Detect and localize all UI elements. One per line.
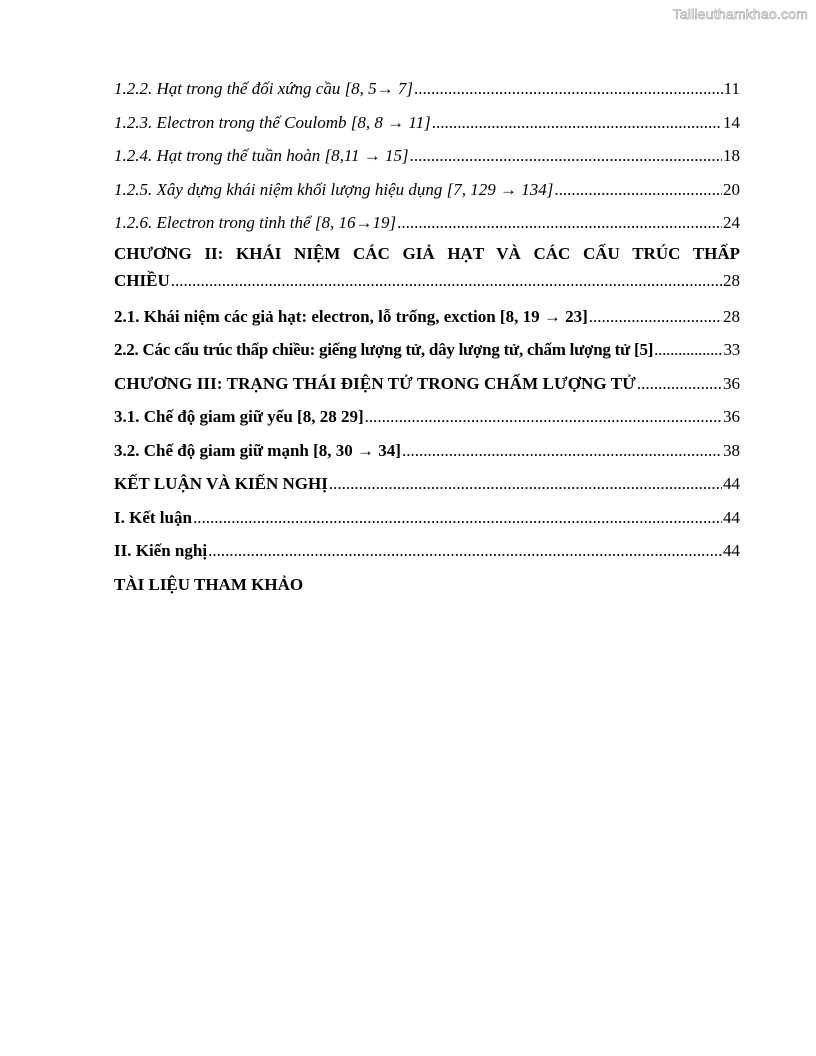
toc-entry-title: 2.1. Khái niệm các giả hạt: electron, lỗ trống, exction [8, 19 → 23] (114, 306, 588, 326)
toc-entry-page: 44 (723, 507, 740, 527)
toc-entry-page: 38 (723, 440, 740, 460)
watermark-text: Tailieuthamkhao.com (672, 6, 808, 22)
dot-leader (637, 367, 722, 401)
toc-entry-page: 11 (723, 79, 740, 98)
toc-entry-2-1[interactable] (114, 300, 740, 334)
dot-leader (171, 267, 722, 294)
toc-entry-title: KẾT LUẬN VÀ KIẾN NGHỊ (114, 474, 328, 493)
dot-leader (365, 400, 722, 434)
dot-leader (329, 467, 722, 501)
toc-entry-title: 1.2.6. Electron trong tinh thể [8, 16→19] (114, 213, 397, 232)
toc-entry-1-2-5[interactable] (114, 173, 740, 207)
toc-entry-page: 44 (723, 541, 740, 560)
toc-entry-1-2-4[interactable] (114, 139, 740, 173)
toc-entry-page: 44 (723, 474, 740, 493)
toc-entry-title: I. Kết luận (114, 507, 192, 527)
toc-entry-page: 20 (723, 179, 740, 199)
toc-entry-conclusion-ii[interactable] (114, 534, 740, 568)
toc-entry-1-2-2[interactable] (114, 72, 740, 106)
dot-leader (414, 72, 723, 106)
toc-entry-page: 33 (723, 340, 740, 359)
toc-entry-title: TÀI LIỆU THAM KHẢO (114, 574, 304, 594)
toc-chapter-3[interactable] (114, 367, 740, 401)
toc-entry-1-2-6[interactable] (114, 206, 740, 240)
dot-leader (402, 434, 722, 468)
toc-entry-page: 36 (723, 407, 740, 426)
dot-leader (654, 333, 722, 367)
toc-entry-title: II. Kiến nghị (114, 541, 208, 560)
toc-entry-title: 3.2. Chế độ giam giữ mạnh [8, 30 → 34] (114, 440, 401, 460)
toc-entry-3-1[interactable] (114, 400, 740, 434)
toc-entry-page: 24 (723, 213, 740, 232)
toc-entry-title: 1.2.5. Xây dựng khái niệm khối lượng hiệu dụng [7, 129 → 134] (114, 179, 554, 199)
toc-chapter-2[interactable] (114, 240, 740, 294)
table-of-contents (114, 72, 740, 601)
dot-leader (193, 501, 722, 535)
toc-entry-1-2-3[interactable] (114, 106, 740, 140)
toc-entry-page: 28 (723, 306, 740, 326)
toc-chapter-title: CHƯƠNG III: TRẠNG THÁI ĐIỆN TỬ TRONG CHẤM LƯỢNG TỬ (114, 373, 636, 393)
toc-entry-3-2[interactable] (114, 434, 740, 468)
dot-leader (410, 139, 722, 173)
toc-entry-page: 14 (723, 112, 740, 132)
toc-entry-title: 1.2.4. Hạt trong thế tuần hoàn [8,11 → 15] (114, 146, 409, 165)
toc-entry-references[interactable] (114, 568, 740, 602)
toc-entry-page: 28 (723, 270, 740, 290)
toc-entry-2-2[interactable] (114, 333, 740, 367)
toc-entry-title: 2.2. Các cấu trúc thấp chiều: giếng lượng tử, dây lượng tử, chấm lượng tử [5] (114, 340, 654, 359)
dot-leader (432, 106, 722, 140)
toc-entry-page: 18 (723, 146, 740, 165)
dot-leader (397, 206, 722, 240)
toc-entry-conclusion-i[interactable] (114, 501, 740, 535)
toc-chapter-title-line-1: CHƯƠNG II: KHÁI NIỆM CÁC GIẢ HẠT VÀ CÁC CẤU TRÚC THẤP (114, 243, 740, 263)
dot-leader (554, 173, 722, 207)
dot-leader (589, 300, 722, 334)
toc-entry-conclusion[interactable] (114, 467, 740, 501)
toc-entry-title: 1.2.2. Hạt trong thế đối xứng cầu [8, 5→ 7] (114, 79, 414, 98)
toc-entry-title: 1.2.3. Electron trong thế Coulomb [8, 8 → 11] (114, 112, 431, 132)
toc-entry-title: 3.1. Chế độ giam giữ yếu [8, 28 29] (114, 407, 364, 426)
toc-entry-page: 36 (723, 373, 740, 393)
dot-leader (208, 534, 722, 568)
toc-chapter-title-line-2: CHIỀU (114, 270, 170, 290)
